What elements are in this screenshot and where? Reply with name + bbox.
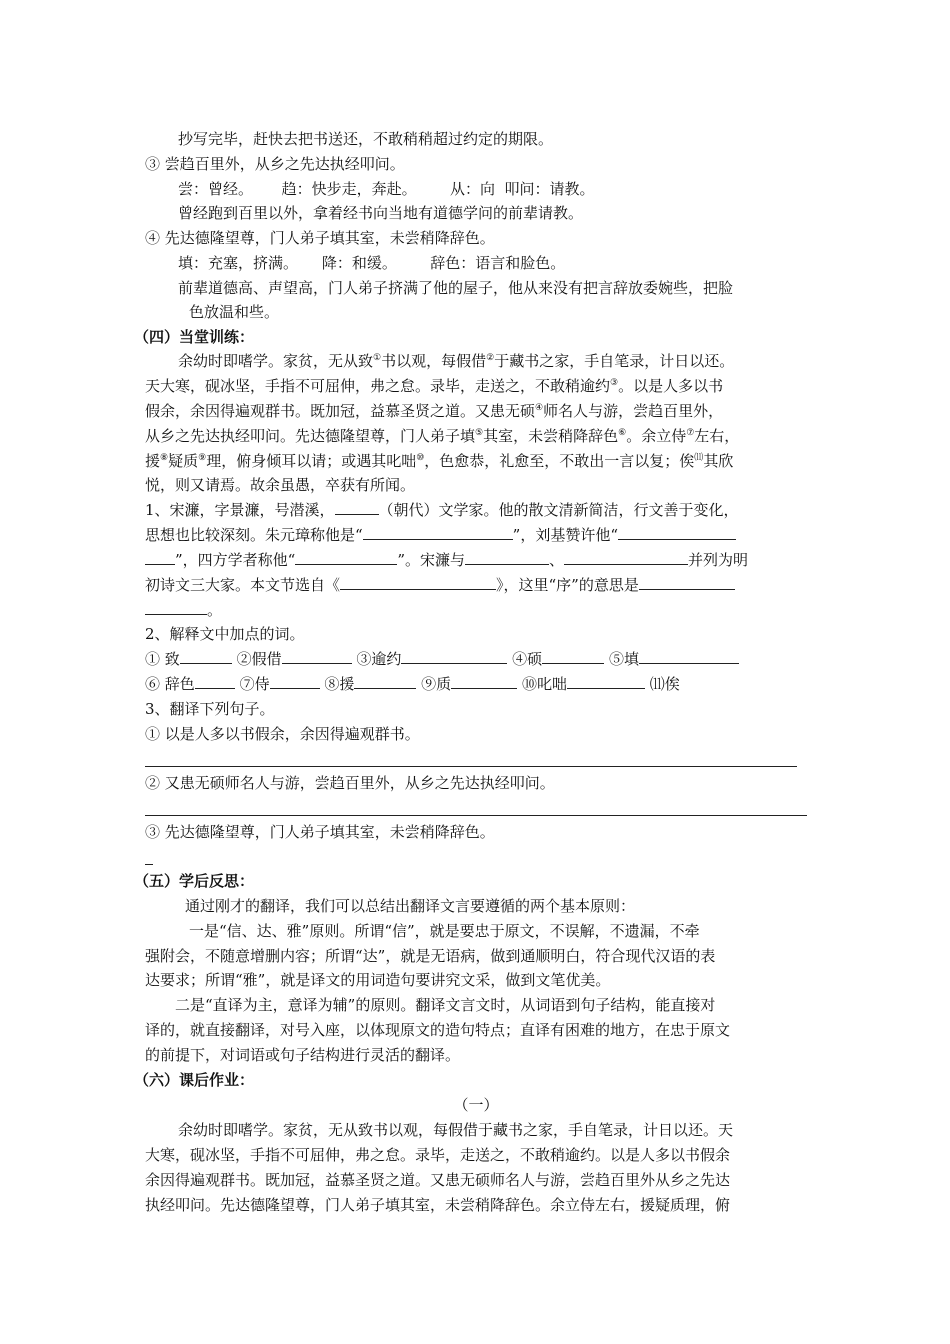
question-1-cont: 初诗文三大家。本文节选自《 》，这里“序”的意思是 [145, 575, 735, 595]
passage-line: 从乡之先达执经叩问。先达德隆望尊，门人弟子填⑤其室，未尝稍降辞色⑥。余立侍⑦左右， [145, 427, 740, 445]
translate-sentence-1: ① 以是人多以书假余，余因得遍观群书。 [145, 725, 420, 743]
translation-line: 前辈道德高、声望高，门人弟子挤满了他的屋子，他从来没有把言辞放委婉些，把脸 [178, 279, 734, 297]
answer-blank[interactable] [465, 550, 549, 565]
answer-blank[interactable] [335, 500, 379, 515]
answer-blank[interactable] [363, 525, 513, 540]
exercise-line: 大寒，砚冰坚，手指不可屈伸，弗之怠。录毕，走送之，不敢稍逾约。以是人多以书假余 [145, 1146, 731, 1164]
answer-blank[interactable] [282, 649, 352, 664]
answer-blank[interactable] [639, 649, 739, 664]
word-row: ① 致 ②假借 ③逾约 ④硕 ⑤填 [145, 649, 739, 669]
translate-sentence-3: ③ 先达德隆望尊，门人弟子填其室，未尝稍降辞色。 [145, 823, 495, 841]
answer-line[interactable] [145, 864, 153, 865]
translation-line: 抄写完毕，赶快去把书送还，不敢稍稍超过约定的期限。 [178, 130, 554, 148]
translation-line: 色放温和些。 [189, 303, 280, 321]
answer-blank[interactable] [270, 674, 320, 689]
question-3: 3、翻译下列句子。 [145, 700, 275, 718]
reflection-line: 强附会，不随意增删内容；所谓“达”，就是无语病，做到通顺明白，符合现代汉语的表 [145, 947, 716, 965]
question-2: 2、解释文中加点的词。 [145, 625, 305, 643]
passage-line: 假余，余因得遍观群书。既加冠，益慕圣贤之道。又患无硕④师名人与游，尝趋百里外， [145, 402, 724, 420]
passage-line: 援⑧疑质⑨理，俯身倾耳以请；或遇其叱咄⑩，色愈恭，礼愈至，不敢出一言以复；俟⑾其欣 [145, 452, 734, 470]
exercise-line: 余因得遍观群书。既加冠，益慕圣贤之道。又患无硕师名人与游，尝趋百里外从乡之先达 [145, 1171, 731, 1189]
reflection-line: 二是“直译为主，意译为辅”的原则。翻译文言文时，从词语到句子结构，能直接对 [175, 996, 716, 1014]
answer-blank[interactable] [542, 649, 604, 664]
gloss-line: 填：充塞，挤满。 降：和缓。 辞色：语言和脸色。 [178, 254, 566, 272]
answer-blank[interactable] [451, 674, 517, 689]
sentence-3: ③ 尝趋百里外，从乡之先达执经叩问。 [145, 155, 405, 173]
question-1: 1、宋濂，字景濂，号潜溪， （朝代）文学家。他的散文清新简洁，行文善于变化， [145, 501, 739, 519]
translate-sentence-2: ② 又患无硕师名人与游，尝趋百里外，从乡之先达执经叩问。 [145, 774, 555, 792]
reflection-line: 达要求；所谓“雅”，就是译文的用词造句要讲究文采，做到文笔优美。 [145, 971, 611, 989]
section-heading-4: （四）当堂训练： [134, 328, 255, 346]
answer-line[interactable] [145, 766, 797, 767]
word-row: ⑥ 辞色 ⑦侍 ⑧援 ⑨质 ⑩叱咄 ⑾俟 [145, 675, 680, 693]
answer-blank[interactable] [180, 649, 232, 664]
passage-line: 余幼时即嗜学。家贫，无从致①书以观，每假借②于藏书之家，手自笔录，计日以还。 [178, 352, 735, 370]
sentence-4: ④ 先达德隆望尊，门人弟子填其室，未尝稍降辞色。 [145, 229, 495, 247]
answer-blank[interactable] [195, 674, 235, 689]
answer-blank[interactable] [618, 525, 736, 540]
passage-line: 悦，则又请焉。故余虽愚，卒获有所闻。 [145, 476, 416, 494]
question-1-cont: 。 [145, 600, 222, 620]
answer-blank[interactable] [145, 550, 175, 565]
passage-line: 天大寒，砚冰坚，手指不可屈伸，弗之怠。录毕，走送之，不敢稍逾约③。以是人多以书 [145, 377, 724, 395]
gloss-line: 尝：曾经。 趋：快步走，奔赴。 从：向 叩问：请教。 [178, 180, 595, 198]
answer-blank[interactable] [639, 575, 735, 590]
answer-blank[interactable] [295, 550, 397, 565]
answer-line[interactable] [145, 815, 807, 816]
answer-blank[interactable] [567, 674, 645, 689]
translation-line: 曾经跑到百里以外，拿着经书向当地有道德学问的前辈请教。 [178, 204, 584, 222]
exercise-subheading: （一） [453, 1096, 499, 1114]
reflection-line: 的前提下，对词语或句子结构进行灵活的翻译。 [145, 1046, 461, 1064]
reflection-line: 译的，就直接翻译，对号入座，以体现原文的造句特点；直译有困难的地方，在忠于原文 [145, 1021, 731, 1039]
question-1-cont: ”，四方学者称他“ ”。宋濂与 、 并列为明 [145, 550, 748, 570]
reflection-line: 一是“信、达、雅”原则。所谓“信”，就是要忠于原文，不误解，不遗漏，不牵 [189, 922, 700, 940]
answer-blank[interactable] [145, 600, 207, 615]
answer-blank[interactable] [564, 550, 688, 565]
section-heading-6: （六）课后作业： [134, 1071, 255, 1089]
exercise-line: 余幼时即嗜学。家贫，无从致书以观，每假借于藏书之家，手自笔录，计日以还。天 [178, 1121, 734, 1139]
exercise-line: 执经叩问。先达德隆望尊，门人弟子填其室，未尝稍降辞色。余立侍左右，援疑质理，俯 [145, 1196, 731, 1214]
reflection-line: 通过刚才的翻译，我们可以总结出翻译文言要遵循的两个基本原则： [185, 897, 636, 915]
section-heading-5: （五）学后反思： [134, 872, 255, 890]
answer-blank[interactable] [401, 649, 507, 664]
answer-blank[interactable] [340, 575, 496, 590]
answer-blank[interactable] [354, 674, 416, 689]
question-1-cont: 思想也比较深刻。朱元璋称他是“ ”，刘基赞许他“ [145, 525, 736, 545]
